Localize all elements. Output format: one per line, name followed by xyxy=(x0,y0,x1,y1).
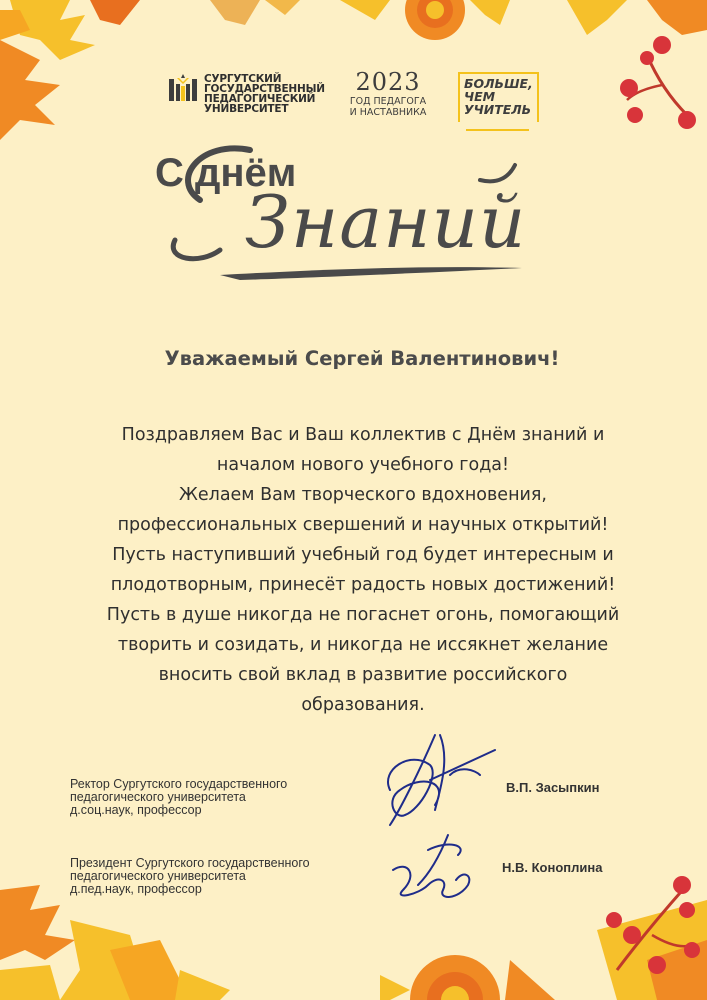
president-name: Н.В. Коноплина xyxy=(502,860,603,875)
body-line: вносить свой вклад в развитие российского xyxy=(158,665,568,685)
university-logo xyxy=(168,74,325,114)
rector-position: Ректор Сургутского государственного педагогического университета д.соц.наук, профессор xyxy=(70,777,288,817)
bottom-center-flower-decoration xyxy=(380,930,560,1000)
title-line-2: Знаний xyxy=(245,180,527,264)
body-line: Поздравляем Вас и Ваш коллектив с Днём знаний и xyxy=(121,425,605,445)
rector-name: В.П. Засыпкин xyxy=(506,780,600,795)
body-line: плодотворным, принесёт радость новых достижений! xyxy=(110,575,616,595)
year-of-teacher-logo xyxy=(348,68,428,118)
body-line: образования. xyxy=(301,695,425,715)
greeting: Уважаемый Сергей Валентинович! xyxy=(164,347,560,370)
rector-signature xyxy=(380,730,510,830)
body-line: Пусть наступивший учебный год будет интересным и xyxy=(112,545,614,565)
university-emblem-icon xyxy=(168,74,198,104)
body-line: профессиональных свершений и научных открытий! xyxy=(117,515,609,535)
title-line-1: С днём xyxy=(155,151,297,195)
president-position: Президент Сургутского государственного педагогического университета д.пед.наук, профессор xyxy=(70,856,310,896)
president-signature xyxy=(388,830,488,905)
top-center-leaves-decoration xyxy=(190,0,510,60)
year-logo-number: 2023 xyxy=(355,68,421,96)
header-logos xyxy=(0,68,707,138)
university-logo-text: СУРГУТСКИЙ ГОСУДАРСТВЕННЫЙ ПЕДАГОГИЧЕСКИЙ УНИВЕРСИТЕТ xyxy=(204,73,325,115)
body-line: началом нового учебного года! xyxy=(216,455,510,475)
year-logo-caption: ГОД ПЕДАГОГА И НАСТАВНИКА xyxy=(349,96,427,118)
more-than-teacher-logo: БОЛЬШЕ, ЧЕМ УЧИТЕЛЬ xyxy=(458,72,539,122)
body-line: Желаем Вам творческого вдохновения, xyxy=(179,485,547,505)
body-line: творить и созидать, и никогда не иссякнет желание xyxy=(117,635,609,655)
congratulation-text xyxy=(50,420,676,720)
title-swoosh-decoration xyxy=(160,140,540,290)
body-line: Пусть в душе никогда не погаснет огонь, помогающий xyxy=(106,605,620,625)
